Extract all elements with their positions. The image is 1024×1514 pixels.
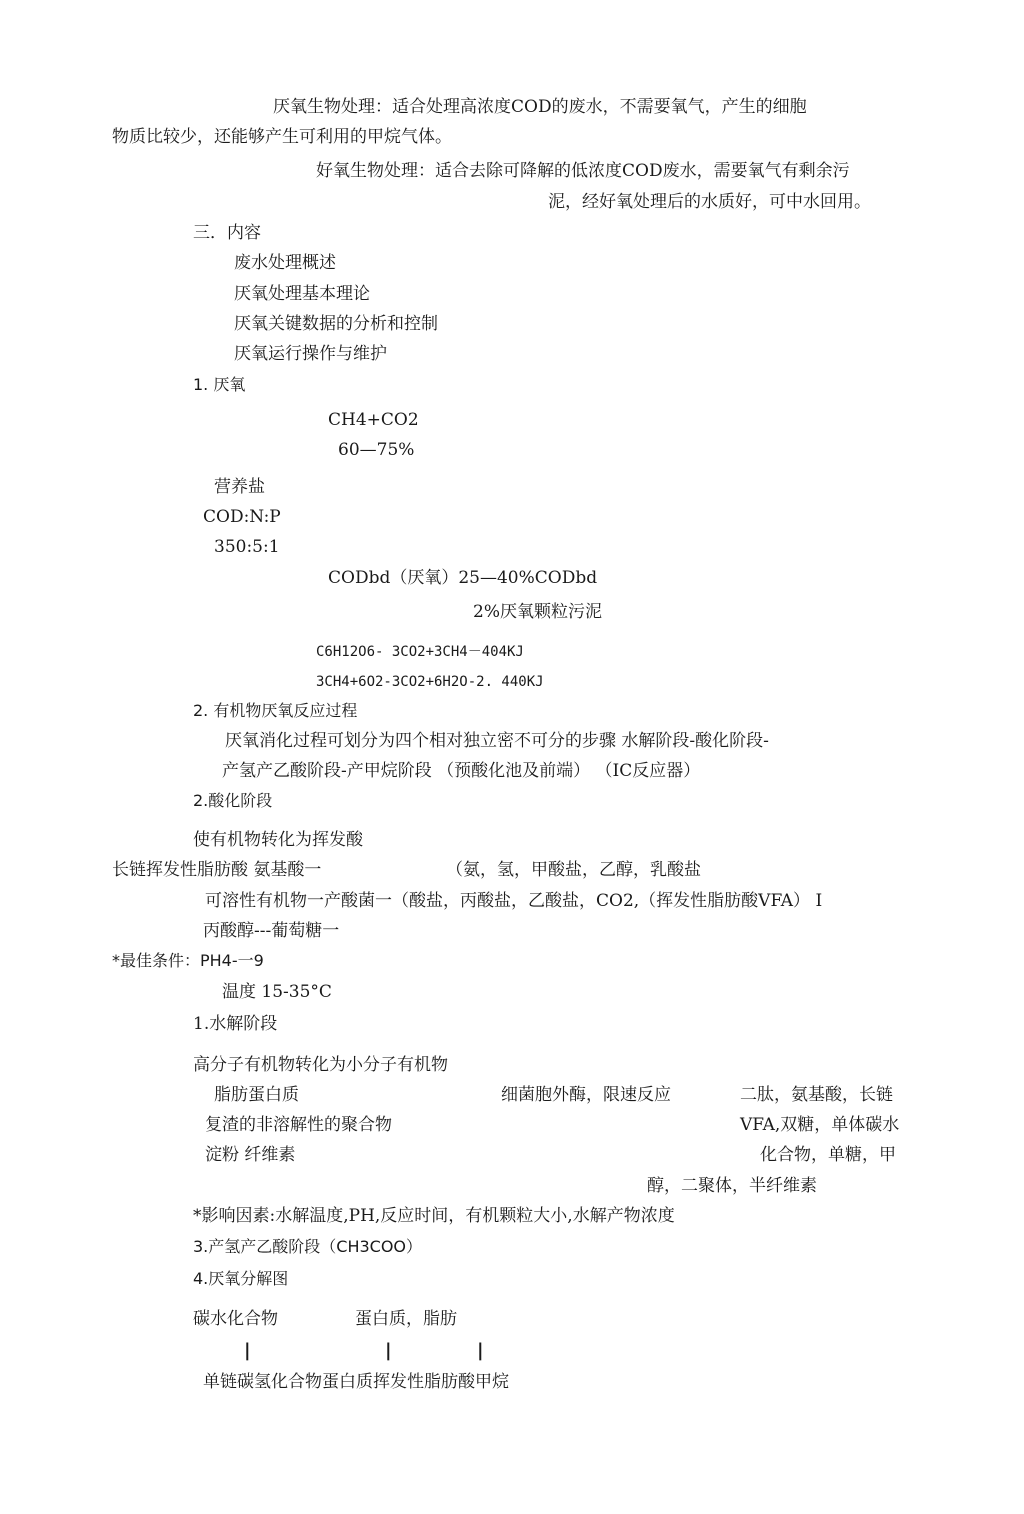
diagram-connector-line: | [385, 1340, 392, 1361]
hydrolysis-col2: 细菌胞外酶，限速反应 [501, 1085, 671, 1105]
section2-heading: 2. 有机物厌氧反应过程 [193, 701, 358, 720]
section1-heading: 1. 厌氧 [193, 375, 246, 394]
intro-anaerobic-line1: 厌氧生物处理：适合处理高浓度COD的废水，不需要氧气，产生的细胞 [273, 97, 807, 117]
section1-products: CH4+CO2 [328, 410, 419, 430]
section3-heading: 3.产氢产乙酸阶段（CH3COO） [193, 1237, 423, 1256]
hydrolysis-col3-item: 化合物，单糖，甲 [760, 1145, 896, 1165]
equation-1: C6H12O6- 3CO2+3CH4－404KJ [316, 644, 524, 660]
hydrolysis-line1: 高分子有机物转化为小分子有机物 [193, 1055, 448, 1075]
intro-aerobic-line1: 好氧生物处理：适合去除可降解的低浓度COD废水，需要氧气有剩余污 [316, 161, 850, 181]
hydrolysis-col3-item: 醇，二聚体，半纤维素 [647, 1176, 817, 1196]
contents-heading: 三．内容 [193, 223, 261, 243]
diagram-bottom: 单链碳氢化合物蛋白质挥发性脂肪酸甲烷 [203, 1372, 509, 1392]
contents-item: 厌氧关键数据的分析和控制 [234, 314, 438, 334]
hydrolysis-heading: 1.水解阶段 [193, 1014, 278, 1034]
section4-heading: 4.厌氧分解图 [193, 1269, 289, 1288]
acidification-line1: 使有机物转化为挥发酸 [193, 830, 363, 850]
acidification-line2-left: 长链挥发性脂肪酸 氨基酸一 [112, 860, 322, 880]
section2-line2: 产氢产乙酸阶段-产甲烷阶段 （预酸化池及前端） （IC反应器） [222, 761, 701, 781]
diagram-connector-line: | [244, 1340, 251, 1361]
nutrient-label: 营养盐 [214, 477, 265, 497]
acidification-line4: 丙酸醇---葡萄糖一 [203, 921, 340, 941]
hydrolysis-factors: *影响因素:水解温度,PH,反应时间，有机颗粒大小,水解产物浓度 [193, 1206, 675, 1226]
acidification-heading: 2.酸化阶段 [193, 791, 273, 810]
codbd-line: CODbd（厌氧）25—40%CODbd [328, 568, 598, 588]
diagram-connector-line: | [477, 1340, 484, 1361]
contents-item: 厌氧运行操作与维护 [234, 344, 387, 364]
diagram-top-right: 蛋白质，脂肪 [355, 1309, 457, 1329]
intro-aerobic-line2: 泥，经好氧处理后的水质好，可中水回用。 [548, 192, 871, 212]
hydrolysis-col1-item: 脂肪蛋白质 [214, 1085, 299, 1105]
acidification-temperature: 温度 15-35°C [222, 982, 332, 1002]
acidification-line3: 可溶性有机物一产酸菌一（酸盐，丙酸盐，乙酸盐，CO2,（挥发性脂肪酸VFA） I [205, 891, 823, 911]
ratio-label: COD:N:P [203, 507, 281, 527]
hydrolysis-col1-item: 复渣的非溶解性的聚合物 [205, 1115, 392, 1135]
diagram-top-left: 碳水化合物 [193, 1309, 278, 1329]
hydrolysis-col3-item: VFA,双糖，单体碳水 [740, 1115, 900, 1135]
hydrolysis-col3-item: 二肽，氨基酸，长链 [740, 1085, 893, 1105]
acidification-conditions: *最佳条件：PH4-一9 [112, 951, 264, 970]
acidification-line2-right: （氨，氢，甲酸盐，乙醇，乳酸盐 [446, 860, 701, 880]
sludge-line: 2%厌氧颗粒污泥 [473, 602, 602, 622]
hydrolysis-col1-item: 淀粉 纤维素 [205, 1145, 296, 1165]
intro-anaerobic-line2: 物质比较少，还能够产生可利用的甲烷气体。 [112, 127, 452, 147]
ratio-value: 350:5:1 [214, 537, 280, 557]
contents-item: 废水处理概述 [234, 253, 336, 273]
equation-2: 3CH4+6O2-3CO2+6H2O-2. 440KJ [316, 674, 544, 690]
contents-item: 厌氧处理基本理论 [234, 284, 370, 304]
section1-percent: 60—75% [338, 440, 415, 460]
section2-line1: 厌氧消化过程可划分为四个相对独立密不可分的步骤 水解阶段-酸化阶段- [225, 731, 769, 751]
